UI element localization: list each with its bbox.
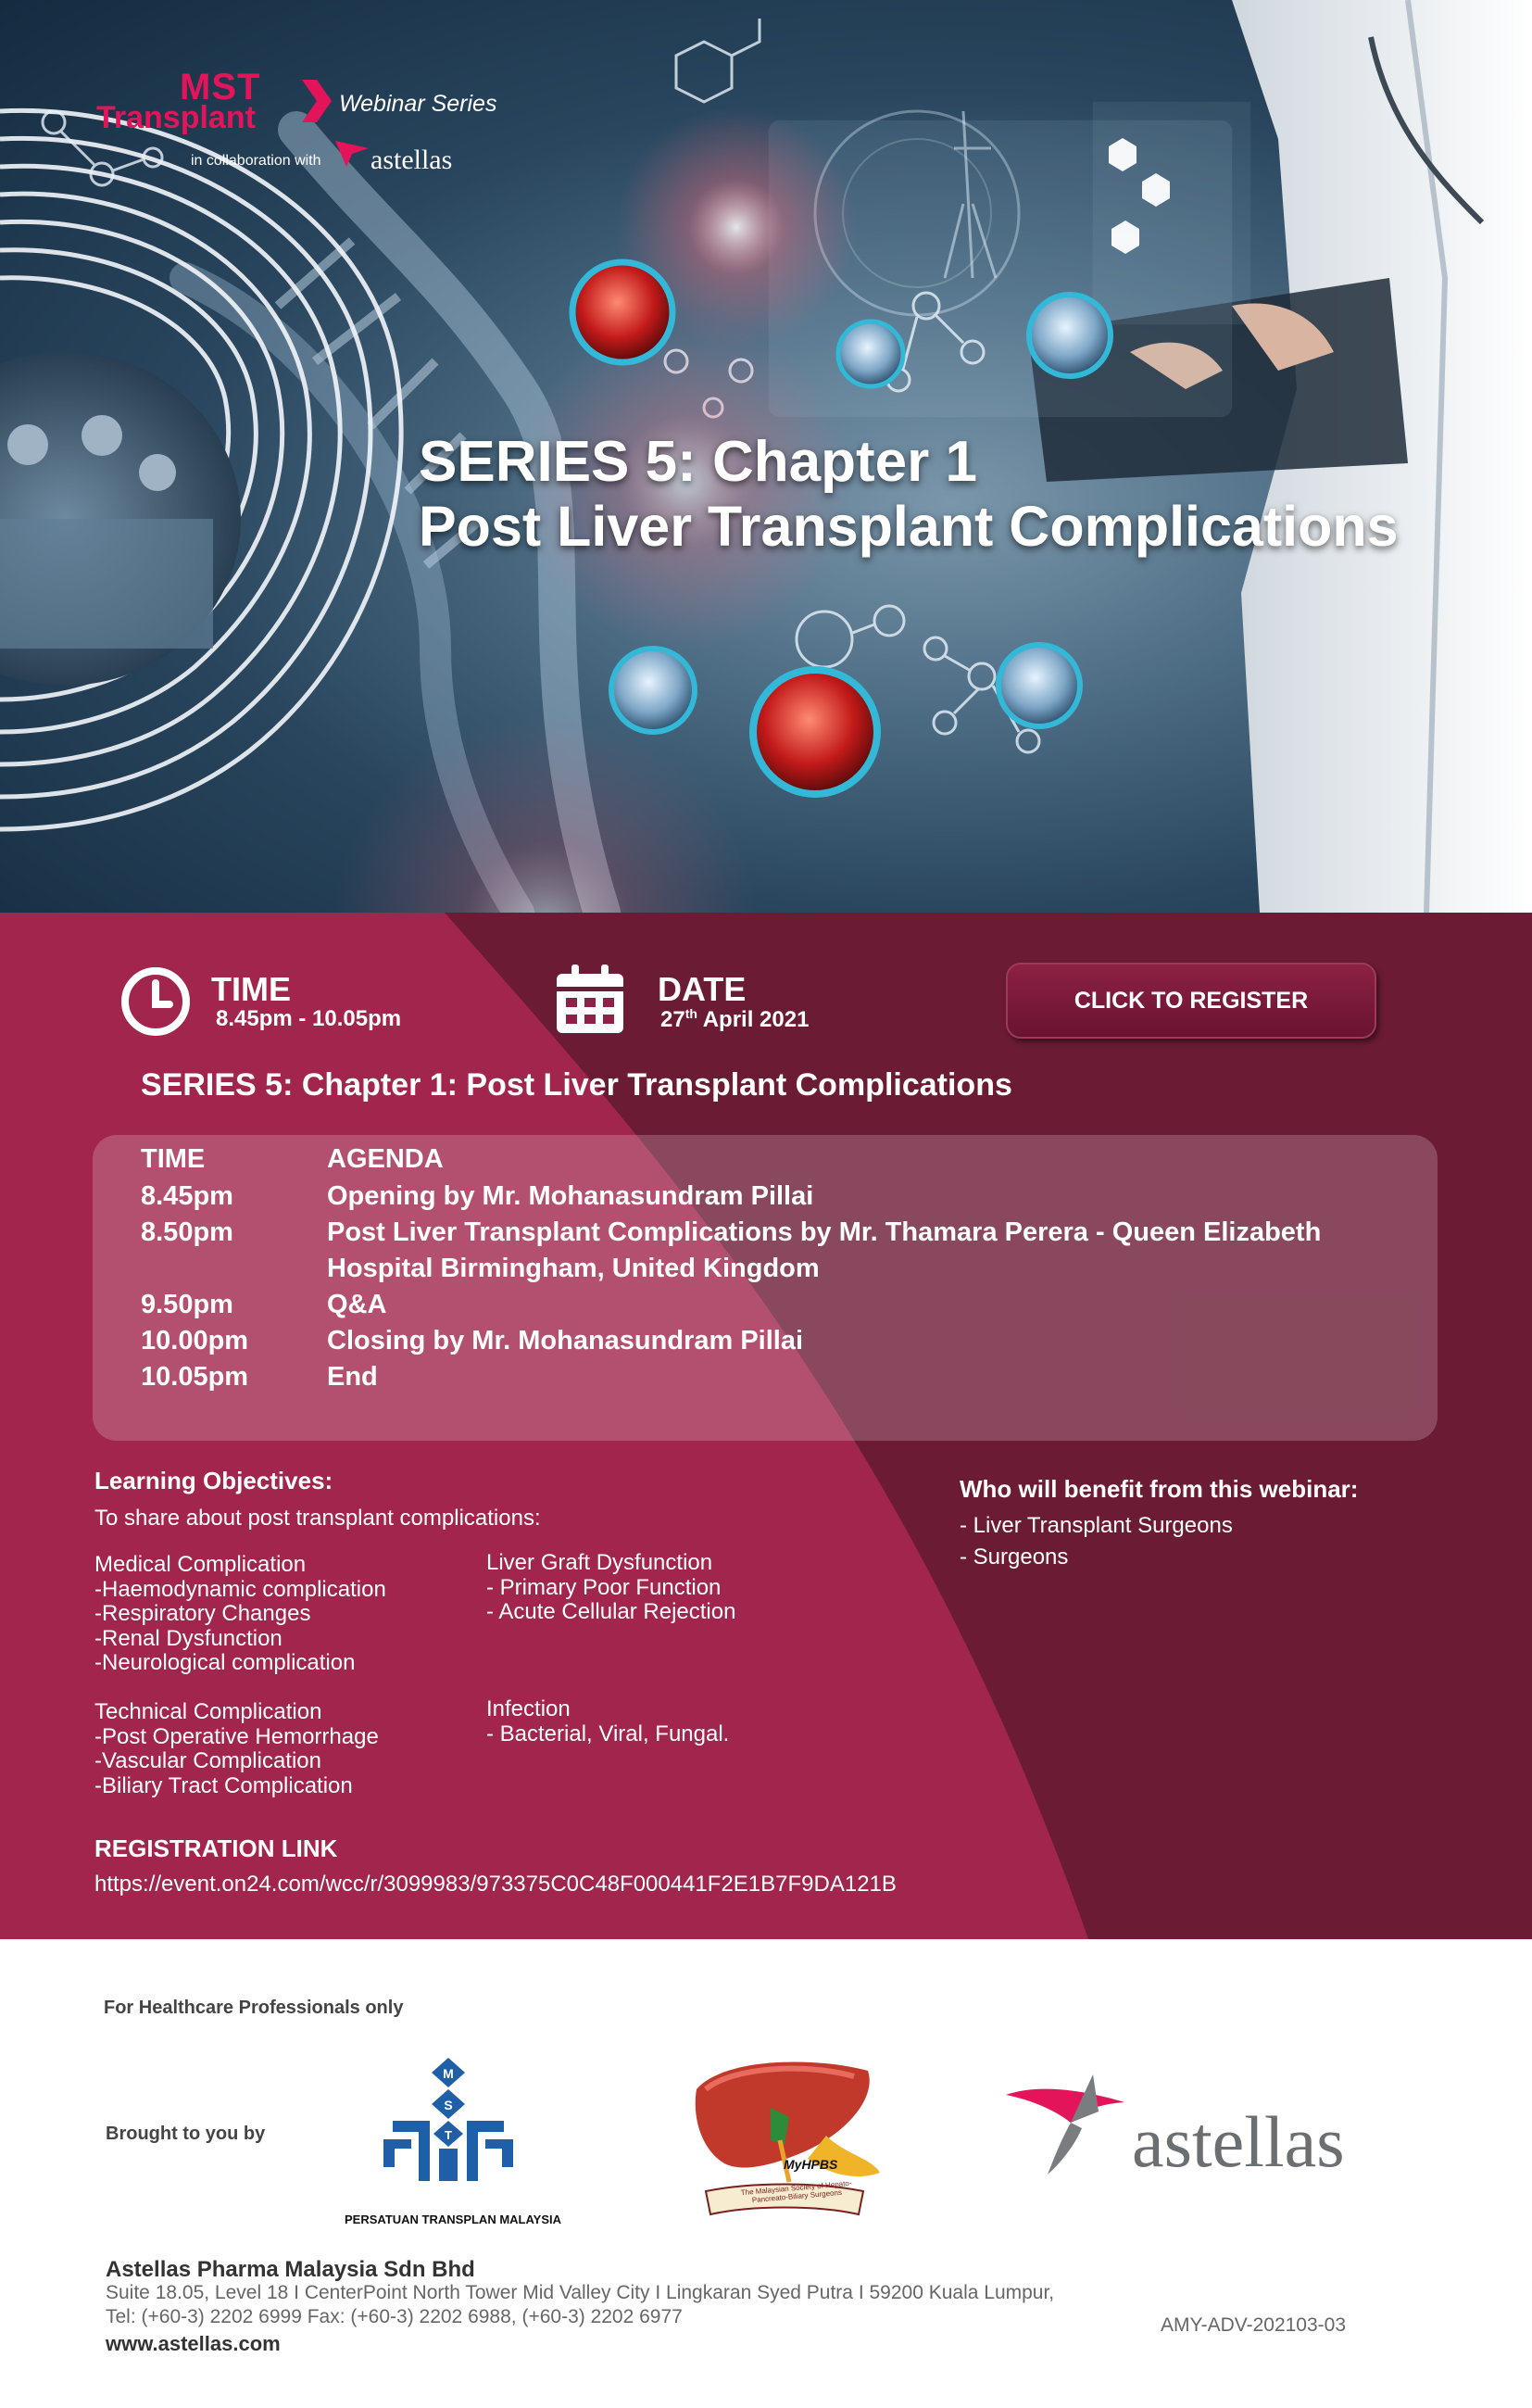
agenda-row-item: End	[327, 1362, 378, 1392]
persatuan-transplan-malaysia-logo	[374, 2056, 522, 2195]
date-value	[660, 1006, 809, 1033]
mst-logo-caption: PERSATUAN TRANSPLAN MALAYSIA	[345, 2213, 562, 2226]
brought-by-label: Brought to you by	[106, 2124, 266, 2144]
kidney-orb	[572, 262, 672, 362]
agenda-col-agenda: AGENDA	[327, 1144, 444, 1174]
date-rest: April 2021	[702, 1007, 810, 1032]
list-item: -Haemodynamic complication	[94, 1576, 386, 1602]
company-address: Suite 18.05, Level 18 I CenterPoint North Tower Mid Valley City I Lingkaran Syed Putra I 59200 Kuala Lumpur,	[106, 2282, 1055, 2303]
list-item: Infection	[486, 1696, 571, 1721]
technical-complications-list	[94, 1700, 379, 1798]
list-item: - Primary Poor Function	[486, 1574, 722, 1600]
list-item: Technical Complication	[94, 1699, 322, 1724]
mst-transplant-logo	[96, 69, 328, 138]
list-item: -Post Operative Hemorrhage	[94, 1723, 379, 1749]
agenda-row-item-continued: Hospital Birmingham, United Kingdom	[327, 1254, 820, 1283]
hcp-note: For Healthcare Professionals only	[104, 1998, 404, 2018]
time-label: TIME	[211, 970, 291, 1008]
agenda-row-item: Opening by Mr. Mohanasundram Pillai	[327, 1181, 814, 1211]
myhpbs-banner-text: The Malaysian Society of Hepato-Pancreato-Biliary Surgeons	[740, 2178, 852, 2205]
time-value: 8.45pm - 10.05pm	[216, 1006, 402, 1031]
list-item: -Respiratory Changes	[94, 1601, 311, 1626]
audience-list	[960, 1510, 1233, 1573]
reference-code: AMY-ADV-202103-03	[1161, 2314, 1347, 2336]
list-item: - Surgeons	[960, 1544, 1069, 1570]
footer	[0, 1939, 1532, 2408]
list-item: Medical Complication	[94, 1552, 307, 1577]
agenda-row-time: 10.00pm	[141, 1326, 249, 1355]
svg-text:S: S	[444, 2098, 453, 2112]
list-item: -Renal Dysfunction	[94, 1625, 283, 1651]
company-website[interactable]: www.astellas.com	[106, 2332, 281, 2355]
session-title: SERIES 5: Chapter 1: Post Liver Transplant Complications	[141, 1067, 1012, 1103]
calendar-icon	[551, 961, 629, 1039]
agenda-col-time: TIME	[141, 1144, 206, 1174]
list-item: -Vascular Complication	[94, 1748, 321, 1773]
list-item: Liver Graft Dysfunction	[486, 1550, 713, 1575]
objectives-intro: To share about post transplant complications:	[94, 1506, 541, 1531]
registration-link[interactable]: https://event.on24.com/wcc/r/3099983/973375C0C48F000441F2E1B7F9DA121B	[94, 1872, 897, 1897]
list-item: - Liver Transplant Surgeons	[960, 1513, 1233, 1538]
agenda-row-item: Closing by Mr. Mohanasundram Pillai	[327, 1326, 804, 1355]
logo-mst-text: MST	[180, 67, 261, 107]
collab-label: in collaboration with	[191, 153, 321, 169]
list-item: -Neurological complication	[94, 1650, 356, 1675]
svg-text:M: M	[443, 2066, 454, 2081]
medical-complications-list	[94, 1553, 386, 1676]
company-name: Astellas Pharma Malaysia Sdn Bhd	[106, 2257, 475, 2282]
astellas-header-logo-text: astellas	[370, 145, 453, 175]
svg-text:T: T	[445, 2128, 452, 2142]
clock-icon	[119, 964, 193, 1039]
logo-transplant-text: Transplant	[96, 100, 256, 135]
hero-title-line2: Post Liver Transplant Complications	[419, 495, 1399, 558]
audience-heading: Who will benefit from this webinar:	[960, 1475, 1359, 1503]
chevron-right-icon	[298, 78, 333, 124]
astellas-star-icon	[333, 135, 370, 169]
objectives-heading: Learning Objectives:	[94, 1467, 333, 1494]
webinar-series-label: Webinar Series	[339, 91, 497, 117]
agenda-row-time: 8.50pm	[141, 1217, 233, 1247]
graft-dysfunction-list	[486, 1551, 735, 1625]
agenda-row-time: 10.05pm	[141, 1362, 249, 1392]
astellas-logo-text: astellas	[1132, 2101, 1345, 2182]
company-phone: Tel: (+60-3) 2202 6999 Fax: (+60-3) 2202 6988, (+60-3) 2202 6977	[106, 2306, 683, 2327]
infection-list	[486, 1697, 729, 1746]
date-label: DATE	[658, 970, 747, 1008]
list-item: - Bacterial, Viral, Fungal.	[486, 1721, 730, 1746]
event-details-section	[0, 913, 1532, 1939]
agenda-row-item: Q&A	[327, 1290, 387, 1319]
agenda-row-time: 8.45pm	[141, 1181, 233, 1211]
agenda-row-time: 9.50pm	[141, 1290, 233, 1319]
hero-banner	[0, 0, 1532, 913]
agenda-row-item: Post Liver Transplant Complications by Mr. Thamara Perera - Queen Elizabeth	[327, 1217, 1322, 1247]
list-item: -Biliary Tract Complication	[94, 1772, 353, 1798]
registration-heading: REGISTRATION LINK	[94, 1834, 338, 1862]
myhpbs-logo-text: MyHPBS	[784, 2157, 838, 2172]
heart-orb	[753, 670, 877, 794]
astellas-star-logo	[1006, 2074, 1126, 2176]
list-item: - Acute Cellular Rejection	[486, 1599, 736, 1624]
date-day: 27	[660, 1007, 685, 1032]
date-suffix: th	[684, 1006, 697, 1021]
hero-title-line1: SERIES 5: Chapter 1	[419, 430, 977, 494]
register-button[interactable]: CLICK TO REGISTER	[1006, 963, 1376, 1039]
